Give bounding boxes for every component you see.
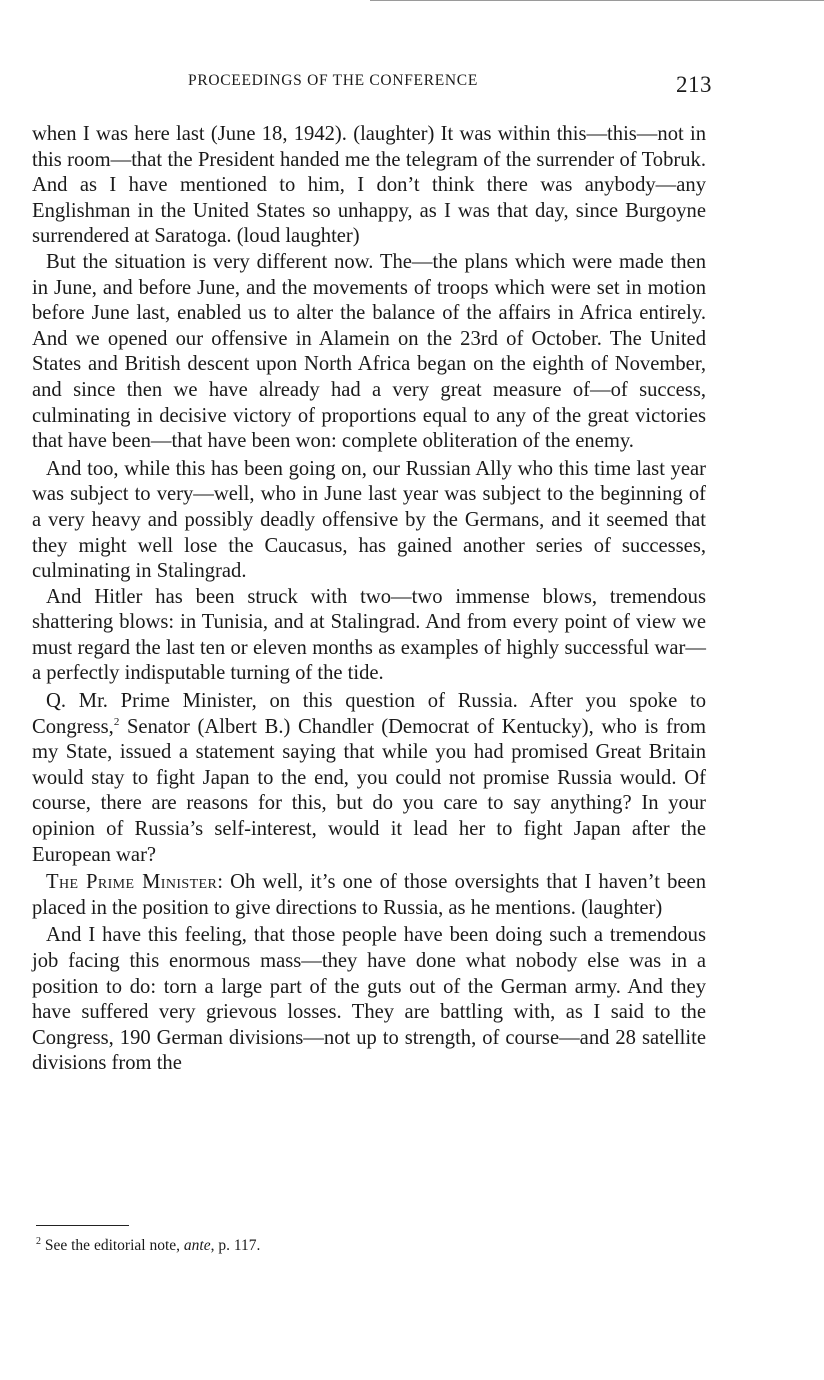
footnote-italic: ante: [183, 1237, 211, 1254]
answer-text: : Oh well, it’s one of those oversights that I haven’t been placed in the position to give directions to Russia, as he mentions. (laughter): [32, 871, 706, 919]
footnote-text-start: See the editorial note,: [41, 1237, 184, 1254]
paragraph-russian-ally: And too, while this has been going on, our Russian Ally who this time last year was subject to very—well, who in June last year was subject to the beginning of a very heavy and possibly deadly offensive by the Germans, and it seemed that they might well lose the Caucasus, has gained another series of successes, culminating in Stalingrad.: [32, 457, 706, 583]
paragraph-continuation: when I was here last (June 18, 1942). (laughter) It was within this—this—not in this room—that the President handed me the telegram of the surrender of Tobruk. And as I have mentioned to him, I don’t think there was anybody—any Englishman in the United States so unhappy, as I was that day, since Burgoyne surrendered at Saratoga. (loud laughter): [32, 123, 706, 248]
question-text-end: Senator (Albert B.) Chandler (Democrat of Kentucky), who is from my State, issued a statement saying that while you had promised Great Britain would stay to fight Japan to the end, you could not promise Russia would. Of course, there are reasons for this, but do you care to say anything? In your opinion of Russia’s self-interest, would it lead her to fight Japan after the European war?: [32, 715, 706, 866]
footnote-reference: 2: [113, 715, 120, 728]
footnote-rule: [36, 1225, 129, 1226]
footnote: [36, 1236, 260, 1256]
footnote-text-end: , p. 117.: [210, 1237, 261, 1254]
running-head: PROCEEDINGS OF THE CONFERENCE: [188, 72, 478, 89]
paragraph-hitler: And Hitler has been struck with two—two immense blows, tremendous shattering blows: in Tunisia, and at Stalingrad. And from every point of view we must regard the last ten or eleven months as examples of highly successful war—a perfectly indisputable turning of the tide.: [32, 585, 706, 685]
speaker-name: The Prime Minister: [46, 871, 218, 894]
footnote-mark: 2: [36, 1235, 41, 1247]
body-text: [32, 122, 706, 1077]
paragraph-feeling: And I have this feeling, that those people have been doing such a tremendous job facing this enormous mass—they have done what nobody else was in a position to do: torn a large part of the guts out of the German army. And they have suffered very grievous losses. They are battling with, as I said to the Congress, 190 German divisions—not up to strength, of course—and 28 satellite divisions from the: [32, 924, 706, 1075]
question-text-start: Q. Mr. Prime Minister, on this question of Russia. After you spoke to Congress,: [32, 690, 706, 738]
paragraph-question: [32, 689, 706, 868]
paragraph-situation: But the situation is very different now. The—the plans which were made then in June, and before June, and the movements of troops which were set in motion before June last, enabled us to alter the balance of the affairs in Africa entirely. And we opened our offensive in Alamein on the 23rd of October. The United States and British descent upon North Africa began on the eighth of November, and since then we have already had a very great measure of—of success, culminating in decisive victory of proportions equal to any of the great victories that have been—that have been won: complete obliteration of the enemy.: [32, 250, 706, 453]
paragraph-answer: [32, 870, 706, 921]
page-number: 213: [676, 72, 712, 97]
top-rule: [370, 0, 824, 1]
